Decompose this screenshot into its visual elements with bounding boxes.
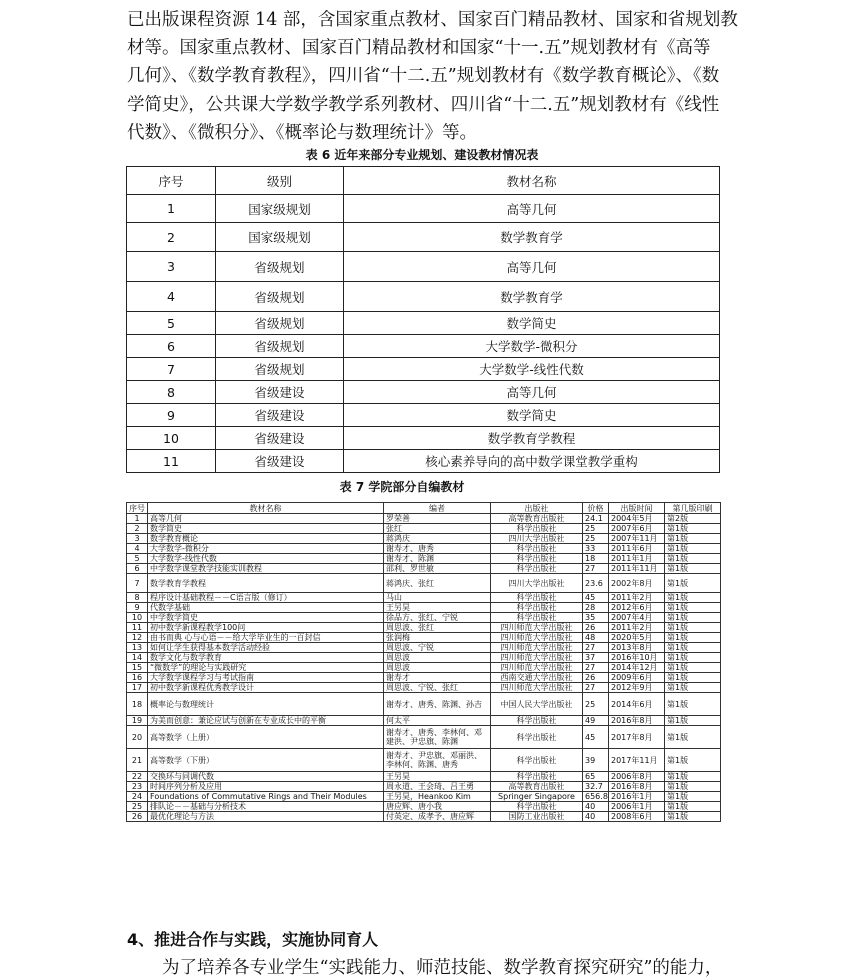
table7-cell: 2013年8月 xyxy=(609,643,665,653)
table7-cell: 数学教育学教程 xyxy=(148,574,384,593)
table7-cell: 科学出版社 xyxy=(491,802,583,812)
table7-cell: 如何让学生获得基本数学活动经验 xyxy=(148,643,384,653)
table7-cell: 18 xyxy=(127,693,148,716)
table7-cell: 中学数学简史 xyxy=(148,613,384,623)
table7-cell: 四川师范大学出版社 xyxy=(491,653,583,663)
table6-cell: 数学教育学教程 xyxy=(344,427,720,450)
table7-cell: 最优化理论与方法 xyxy=(148,812,384,822)
table7-cell: 27 xyxy=(583,683,609,693)
table7-cell: 谢寿才、尹忠旗、邓丽洪、李林何、陈渊、唐秀 xyxy=(384,749,491,772)
table7-cell: 37 xyxy=(583,653,609,663)
table6-cell: 省级建设 xyxy=(216,450,344,473)
intro-paragraph xyxy=(127,6,738,147)
table7-cell: 科学出版社 xyxy=(491,716,583,726)
table7-cell: 27 xyxy=(583,663,609,673)
table7-cell: 第1版 xyxy=(665,726,721,749)
table7-cell: 23.6 xyxy=(583,574,609,593)
table7-cell: 3 xyxy=(127,534,148,544)
table7-row xyxy=(127,683,721,693)
table7-cell: 20 xyxy=(127,726,148,749)
table7-cell: 45 xyxy=(583,726,609,749)
table7-cell: 1 xyxy=(127,514,148,524)
table7-cell: 第1版 xyxy=(665,802,721,812)
table7-cell: 第1版 xyxy=(665,554,721,564)
table7-cell: 2011年2月 xyxy=(609,623,665,633)
table6-row xyxy=(127,282,720,312)
intro-line: 几何》、《数学教育教程》，四川省“十二.五”规划教材有《数学教育概论》、《数 xyxy=(127,66,720,87)
table7-cell: 27 xyxy=(583,564,609,574)
table6-cell: 国家级规划 xyxy=(216,195,344,223)
table6-header-row xyxy=(127,167,720,195)
table7-row xyxy=(127,593,721,603)
table7-row xyxy=(127,514,721,524)
table7-cell: 第1版 xyxy=(665,772,721,782)
table7-cell: 第1版 xyxy=(665,792,721,802)
table7-cell: 2006年1月 xyxy=(609,802,665,812)
table7-caption: 表 7 学院部分自编教材 xyxy=(339,480,465,494)
table7-cell: 国防工业出版社 xyxy=(491,812,583,822)
table7-cell: 中学数学课堂教学技能实训教程 xyxy=(148,564,384,574)
table7-cell: 概率论与数理统计 xyxy=(148,693,384,716)
table6-cell: 1 xyxy=(127,195,216,223)
intro-line: 已出版课程资源 14 部，含国家重点教材、国家百门精品教材、国家和省规划教 xyxy=(127,10,738,30)
table6-cell: 省级规划 xyxy=(216,252,344,282)
table7-cell: 2007年4月 xyxy=(609,613,665,623)
table7-cell: 2011年11月 xyxy=(609,564,665,574)
table6-cell: 2 xyxy=(127,223,216,252)
table6-row xyxy=(127,195,720,223)
table7-cell: 周思波、宁锐、张红 xyxy=(384,683,491,693)
table6-row xyxy=(127,223,720,252)
table7-cell: 周永道、王会琦、吕王勇 xyxy=(384,782,491,792)
table7-cell: 6 xyxy=(127,564,148,574)
table7-cell: 第1版 xyxy=(665,603,721,613)
table7-cell: 交换环与同调代数 xyxy=(148,772,384,782)
table7-cell: 第1版 xyxy=(665,524,721,534)
table7-cell: 科学出版社 xyxy=(491,603,583,613)
intro-line: 学简史》，公共课大学数学教学系列教材、四川省“十二.五”规划教材有《线性 xyxy=(127,94,720,115)
table7-cell: 王另昊，Heankoo Kim xyxy=(384,792,491,802)
table7-row xyxy=(127,782,721,792)
table6-cell: 省级规划 xyxy=(216,358,344,381)
table7-cell: 谢寿才、唐秀、陈渊、孙吉 xyxy=(384,693,491,716)
table7-cell: 大学数学-微积分 xyxy=(148,544,384,554)
table7-cell: “微数学”的理论与实践研究 xyxy=(148,663,384,673)
table7-cell: 第1版 xyxy=(665,643,721,653)
table7-cell: 初中数学新课程教学100问 xyxy=(148,623,384,633)
table7-row xyxy=(127,653,721,663)
table7-cell: 17 xyxy=(127,683,148,693)
table7-cell: 2016年8月 xyxy=(609,782,665,792)
table6-row xyxy=(127,404,720,427)
table6-cell: 省级建设 xyxy=(216,381,344,404)
table7-cell: 初中数学新课程优秀教学设计 xyxy=(148,683,384,693)
table6-header: 教材名称 xyxy=(344,167,720,195)
table7-cell: 26 xyxy=(583,623,609,633)
table6-cell: 11 xyxy=(127,450,216,473)
table7-cell: 高等教育出版社 xyxy=(491,782,583,792)
table7-cell: 24.1 xyxy=(583,514,609,524)
intro-line: 代数》、《微积分》、《概率论与数理统计》等。 xyxy=(127,122,477,143)
table7-row xyxy=(127,693,721,716)
table7-header: 教材名称 xyxy=(148,503,384,514)
table7-cell: 第1版 xyxy=(665,812,721,822)
table7-cell: 四川大学出版社 xyxy=(491,574,583,593)
table7-cell: 高等数学（下册） xyxy=(148,749,384,772)
table7-row xyxy=(127,812,721,822)
table6-row xyxy=(127,335,720,358)
table7-cell: 第1版 xyxy=(665,716,721,726)
table7-row xyxy=(127,726,721,749)
table7-cell: 数学简史 xyxy=(148,524,384,534)
table7-cell: 蒋鸿庆、张红 xyxy=(384,574,491,593)
table7-cell: 第2版 xyxy=(665,514,721,524)
table7-cell: 14 xyxy=(127,653,148,663)
table7-cell: 高等数学（上册） xyxy=(148,726,384,749)
table7-cell: Foundations of Commutative Rings and Their Modules xyxy=(148,792,384,802)
table7-cell: 2011年6月 xyxy=(609,544,665,554)
table7-cell: 第1版 xyxy=(665,653,721,663)
table7-cell: 33 xyxy=(583,544,609,554)
table6-cell: 5 xyxy=(127,312,216,335)
table7-cell: 第1版 xyxy=(665,534,721,544)
table7-row xyxy=(127,633,721,643)
table7-header: 出版时间 xyxy=(609,503,665,514)
table7-cell: 11 xyxy=(127,623,148,633)
table7-cell: 35 xyxy=(583,613,609,623)
table7-row xyxy=(127,802,721,812)
body-text-line: 为了培养各专业学生“实践能力、师范技能、数学教育探究研究”的能力， xyxy=(162,958,723,978)
table7-cell: 2014年6月 xyxy=(609,693,665,716)
table7-cell: 谢寿才、唐秀、李林何、邓建洪、尹忠旗、陈渊 xyxy=(384,726,491,749)
table7-cell: 2011年2月 xyxy=(609,593,665,603)
table6-cell: 数学教育学 xyxy=(344,223,720,252)
table7-cell: 科学出版社 xyxy=(491,613,583,623)
table7-cell: 马山 xyxy=(384,593,491,603)
table6-cell: 数学简史 xyxy=(344,404,720,427)
table7-cell: 付英定、成孝予、唐应辉 xyxy=(384,812,491,822)
table7-cell: 45 xyxy=(583,593,609,603)
table6-row xyxy=(127,358,720,381)
table6-cell: 省级规划 xyxy=(216,312,344,335)
table7-header: 第几版印刷 xyxy=(665,503,721,514)
table7-cell: 周思波 xyxy=(384,653,491,663)
table7-cell: 7 xyxy=(127,574,148,593)
table7-cell: 西南交通大学出版社 xyxy=(491,673,583,683)
table7-cell: 48 xyxy=(583,633,609,643)
table7-cell: 科学出版社 xyxy=(491,593,583,603)
table6-cell: 国家级规划 xyxy=(216,223,344,252)
table6-cell: 大学数学-线性代数 xyxy=(344,358,720,381)
table7-cell: 2012年6月 xyxy=(609,603,665,613)
table7-cell: 科学出版社 xyxy=(491,564,583,574)
table7-row xyxy=(127,643,721,653)
table6-cell: 9 xyxy=(127,404,216,427)
table6-cell: 数学教育学 xyxy=(344,282,720,312)
table7-row xyxy=(127,663,721,673)
table7-cell: 18 xyxy=(583,554,609,564)
table7-cell: 24 xyxy=(127,792,148,802)
table7-cell: 2009年6月 xyxy=(609,673,665,683)
table6-cell: 省级规划 xyxy=(216,335,344,358)
table7-row xyxy=(127,673,721,683)
table6-row xyxy=(127,381,720,404)
table6-row xyxy=(127,312,720,335)
table7-cell: 2017年8月 xyxy=(609,726,665,749)
table6-cell: 高等几何 xyxy=(344,252,720,282)
table7-cell: 2020年5月 xyxy=(609,633,665,643)
table7-cell: 65 xyxy=(583,772,609,782)
table7-cell: 49 xyxy=(583,716,609,726)
table7-cell: 第1版 xyxy=(665,749,721,772)
table7-cell: 高等教育出版社 xyxy=(491,514,583,524)
table6-caption: 表 6 近年来部分专业规划、建设教材情况表 xyxy=(305,148,539,162)
table7-cell: 四川大学出版社 xyxy=(491,534,583,544)
table7-cell: 大学数学-线性代数 xyxy=(148,554,384,564)
table6-cell: 数学简史 xyxy=(344,312,720,335)
section-heading: 4、推进合作与实践，实施协同育人 xyxy=(127,930,379,949)
table7-cell: 19 xyxy=(127,716,148,726)
table7-row xyxy=(127,716,721,726)
table7-header-row xyxy=(127,503,721,514)
table7-cell: 周思波、张红 xyxy=(384,623,491,633)
table7-cell: 第1版 xyxy=(665,782,721,792)
table6-row xyxy=(127,450,720,473)
intro-line: 材等。国家重点教材、国家百门精品教材和国家“十一.五”规划教材有《高等 xyxy=(127,38,711,59)
table7-cell: Springer Singapore xyxy=(491,792,583,802)
table7-cell: 2007年6月 xyxy=(609,524,665,534)
table6-cell: 省级规划 xyxy=(216,282,344,312)
table7-cell: 16 xyxy=(127,673,148,683)
table7-cell: 何太平 xyxy=(384,716,491,726)
table7-cell: 12 xyxy=(127,633,148,643)
table7-cell: 2014年12月 xyxy=(609,663,665,673)
table7-cell: 2012年9月 xyxy=(609,683,665,693)
table7-cell: 张润梅 xyxy=(384,633,491,643)
table7-cell: 39 xyxy=(583,749,609,772)
table7-cell: 40 xyxy=(583,812,609,822)
table6 xyxy=(126,166,720,473)
table6-header: 级别 xyxy=(216,167,344,195)
table7-cell: 周思波、宁锐 xyxy=(384,643,491,653)
table7-cell: 邵利、罗世敏 xyxy=(384,564,491,574)
table7-cell: 科学出版社 xyxy=(491,524,583,534)
table7-cell: 2017年11月 xyxy=(609,749,665,772)
table7-cell: 2004年5月 xyxy=(609,514,665,524)
table7-cell: 科学出版社 xyxy=(491,772,583,782)
table7-cell: 2 xyxy=(127,524,148,534)
table7-cell: 10 xyxy=(127,613,148,623)
table7-cell: 27 xyxy=(583,643,609,653)
table7-header: 价格 xyxy=(583,503,609,514)
table7-cell: 高等几何 xyxy=(148,514,384,524)
table7-cell: 2016年10月 xyxy=(609,653,665,663)
table7-cell: 张红 xyxy=(384,524,491,534)
table7-cell: 第1版 xyxy=(665,544,721,554)
table7-cell: 22 xyxy=(127,772,148,782)
table7-cell: 第1版 xyxy=(665,663,721,673)
table7-cell: 时间序列分析及应用 xyxy=(148,782,384,792)
table7-cell: 第1版 xyxy=(665,613,721,623)
table7-cell: 28 xyxy=(583,603,609,613)
table7 xyxy=(126,502,721,822)
table7-row xyxy=(127,534,721,544)
table7-row xyxy=(127,574,721,593)
table7-cell: 2006年8月 xyxy=(609,772,665,782)
table7-row xyxy=(127,623,721,633)
table7-header: 编者 xyxy=(384,503,491,514)
table6-cell: 3 xyxy=(127,252,216,282)
table7-cell: 四川师范大学出版社 xyxy=(491,683,583,693)
table7-cell: 32.7 xyxy=(583,782,609,792)
table7-cell: 第1版 xyxy=(665,623,721,633)
table7-cell: 26 xyxy=(127,812,148,822)
table7-cell: 罗荣善 xyxy=(384,514,491,524)
table7-row xyxy=(127,564,721,574)
table7-header: 出版社 xyxy=(491,503,583,514)
table7-cell: 蒋鸿庆 xyxy=(384,534,491,544)
table7-cell: 21 xyxy=(127,749,148,772)
table6-cell: 8 xyxy=(127,381,216,404)
table7-row xyxy=(127,544,721,554)
table6-cell: 高等几何 xyxy=(344,195,720,223)
table7-cell: 25 xyxy=(583,534,609,544)
table7-cell: 40 xyxy=(583,802,609,812)
table7-cell: 2011年1月 xyxy=(609,554,665,564)
table7-cell: 程序设计基础教程－－C语言版（修订） xyxy=(148,593,384,603)
table7-cell: 第1版 xyxy=(665,564,721,574)
table7-cell: 4 xyxy=(127,544,148,554)
table6-cell: 10 xyxy=(127,427,216,450)
table7-row xyxy=(127,792,721,802)
table6-cell: 7 xyxy=(127,358,216,381)
table7-cell: 科学出版社 xyxy=(491,554,583,564)
table7-cell: 25 xyxy=(583,693,609,716)
table7-cell: 为美而创意：兼论应试与创新在专业成长中的平衡 xyxy=(148,716,384,726)
table7-cell: 谢寿才、唐秀 xyxy=(384,544,491,554)
table6-row xyxy=(127,252,720,282)
table6-cell: 省级建设 xyxy=(216,427,344,450)
table6-cell: 4 xyxy=(127,282,216,312)
table7-cell: 四川师范大学出版社 xyxy=(491,633,583,643)
table7-cell: 26 xyxy=(583,673,609,683)
table7-header: 序号 xyxy=(127,503,148,514)
table7-cell: 谢寿才 xyxy=(384,673,491,683)
table7-cell: 23 xyxy=(127,782,148,792)
table6-cell: 大学数学-微积分 xyxy=(344,335,720,358)
table7-cell: 由书而典 心与心语－－给大学毕业生的一百封信 xyxy=(148,633,384,643)
table7-cell: 2002年8月 xyxy=(609,574,665,593)
table7-cell: 四川师范大学出版社 xyxy=(491,623,583,633)
table6-cell: 高等几何 xyxy=(344,381,720,404)
table7-row xyxy=(127,554,721,564)
table7-row xyxy=(127,749,721,772)
table7-cell: 第1版 xyxy=(665,683,721,693)
table7-cell: 唐应辉、唐小我 xyxy=(384,802,491,812)
table7-row xyxy=(127,772,721,782)
table7-cell: 2016年8月 xyxy=(609,716,665,726)
table7-cell: 9 xyxy=(127,603,148,613)
table7-cell: 第1版 xyxy=(665,574,721,593)
table7-cell: 科学出版社 xyxy=(491,749,583,772)
table7-cell: 谢寿才、陈渊 xyxy=(384,554,491,564)
table7-cell: 科学出版社 xyxy=(491,726,583,749)
table6-cell: 6 xyxy=(127,335,216,358)
table7-row xyxy=(127,603,721,613)
table7-cell: 代数学基础 xyxy=(148,603,384,613)
table7-cell: 科学出版社 xyxy=(491,544,583,554)
table7-cell: 周思波 xyxy=(384,663,491,673)
table7-cell: 第1版 xyxy=(665,673,721,683)
table7-cell: 2016年1月 xyxy=(609,792,665,802)
table7-cell: 25 xyxy=(127,802,148,812)
table7-cell: 排队论－－基础与分析技术 xyxy=(148,802,384,812)
table7-cell: 25 xyxy=(583,524,609,534)
table7-cell: 四川师范大学出版社 xyxy=(491,663,583,673)
table7-row xyxy=(127,524,721,534)
table7-cell: 15 xyxy=(127,663,148,673)
table6-header: 序号 xyxy=(127,167,216,195)
table7-row xyxy=(127,613,721,623)
table7-cell: 大学数学课程学习与考试指南 xyxy=(148,673,384,683)
table7-cell: 数学教育概论 xyxy=(148,534,384,544)
table7-cell: 13 xyxy=(127,643,148,653)
table7-cell: 2007年11月 xyxy=(609,534,665,544)
table7-cell: 中国人民大学出版社 xyxy=(491,693,583,716)
table6-row xyxy=(127,427,720,450)
table7-cell: 5 xyxy=(127,554,148,564)
table7-cell: 四川师范大学出版社 xyxy=(491,643,583,653)
table7-cell: 数学文化与数学教育 xyxy=(148,653,384,663)
table7-cell: 2008年6月 xyxy=(609,812,665,822)
table7-cell: 王另昊 xyxy=(384,603,491,613)
table7-cell: 8 xyxy=(127,593,148,603)
table6-cell: 核心素养导向的高中数学课堂教学重构 xyxy=(344,450,720,473)
table7-cell: 656.8 xyxy=(583,792,609,802)
table7-cell: 徐品方、张红、宁锐 xyxy=(384,613,491,623)
table6-cell: 省级建设 xyxy=(216,404,344,427)
table7-cell: 王另昊 xyxy=(384,772,491,782)
table7-cell: 第1版 xyxy=(665,633,721,643)
table7-cell: 第1版 xyxy=(665,593,721,603)
table7-cell: 第1版 xyxy=(665,693,721,716)
